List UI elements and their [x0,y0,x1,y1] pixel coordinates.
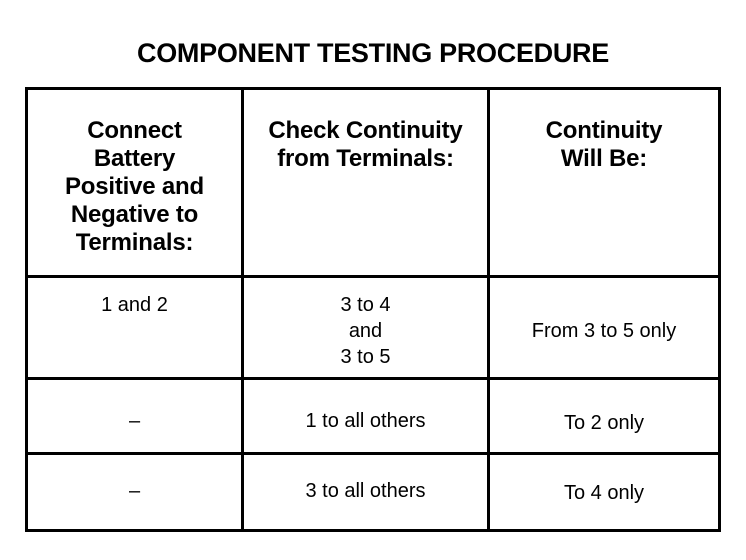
header-line: Connect [87,117,182,144]
cell-text: 1 and 2 [101,294,168,316]
header-line: Will Be: [560,145,648,172]
table-row-2-result [490,410,718,436]
row-divider [28,275,718,278]
row-divider [28,377,718,380]
header-line: Terminals: [75,229,194,256]
row-divider [28,452,718,455]
cell-text: 3 to all others [305,480,426,502]
testing-procedure-table [25,87,721,532]
cell-text: 1 to all others [305,410,426,432]
table-row-1-result [490,318,718,344]
header-connect-battery [28,117,241,257]
header-check-continuity [244,117,487,173]
header-line: from Terminals: [277,145,454,172]
cell-text: To 4 only [563,482,645,504]
table-row-3-battery [28,478,241,504]
header-line: Negative to [70,201,199,228]
table-row-1-battery [28,292,241,318]
table-row-2-check [244,408,487,434]
table-row-3-check [244,478,487,504]
header-continuity-result [490,117,718,173]
header-line: Check Continuity [268,117,463,144]
header-line: Continuity [545,117,663,144]
table-row-1-check [244,292,487,370]
header-line: Positive and [65,173,204,200]
cell-text: – [128,480,141,502]
cell-text: 3 to 5 [340,346,391,368]
table-row-3-result [490,480,718,506]
cell-text: From 3 to 5 only [531,320,677,342]
header-line: Battery [93,145,176,172]
table-row-2-battery [28,408,241,434]
cell-text: To 2 only [563,412,645,434]
cell-text: and [348,320,383,342]
cell-text: – [128,410,141,432]
cell-text: 3 to 4 [340,294,391,316]
page-title: COMPONENT TESTING PROCEDURE [137,38,609,68]
